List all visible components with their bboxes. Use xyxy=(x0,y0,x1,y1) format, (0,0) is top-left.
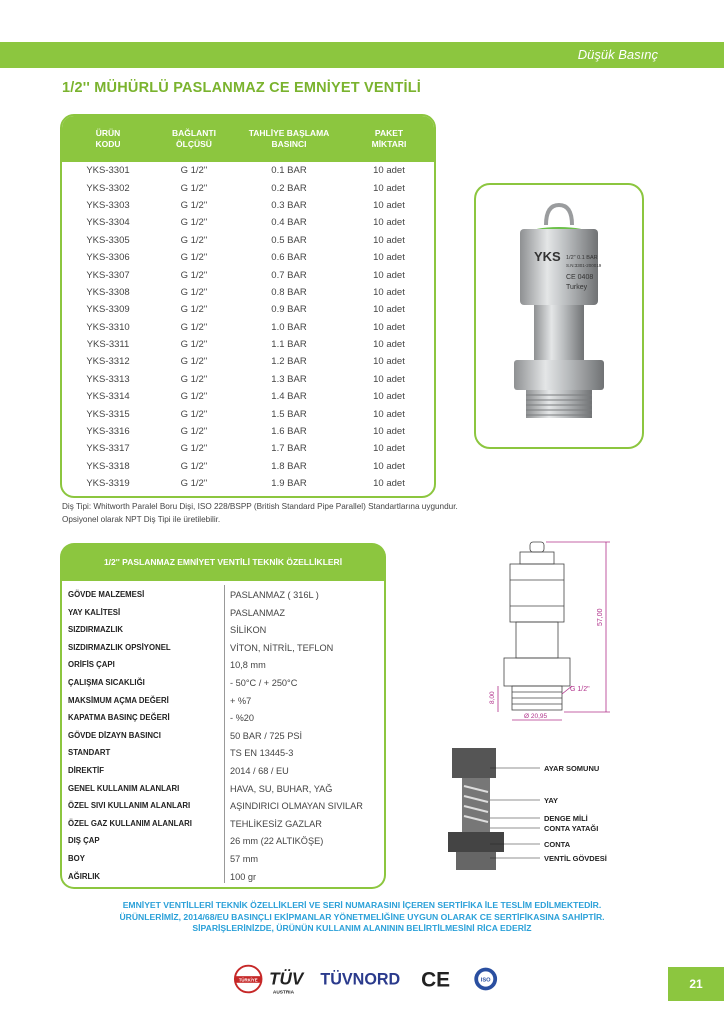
cell-pressure: 0.9 BAR xyxy=(271,304,307,316)
spec-value: PASLANMAZ ( 316L ) xyxy=(230,590,319,600)
cell-code: YKS-3314 xyxy=(86,391,130,403)
spec-row xyxy=(62,816,380,834)
photo-size: 1/2" 0.1 BAR xyxy=(566,255,598,261)
table-row xyxy=(62,475,434,492)
svg-text:ISO: ISO xyxy=(480,977,491,984)
thread-dimension: G 1/2" xyxy=(570,686,590,693)
certificate-line-2: ÜRÜNLERİMİZ, 2014/68/EU BASINÇLI EKİPMANLAR YÖNETMELİĞİNE UYGUN OLARAK CE SERTİFİKASINA SAHİPTİR. xyxy=(119,911,605,922)
cell-code: YKS-3303 xyxy=(86,199,130,211)
label-balance-shaft: DENGE MİLİ xyxy=(544,814,588,823)
svg-text:CE: CE xyxy=(421,968,451,992)
cell-package: 10 adet xyxy=(373,460,405,472)
spec-row xyxy=(62,587,380,605)
cell-connection: G 1/2'' xyxy=(180,321,208,333)
valve-thread xyxy=(526,390,592,418)
cell-code: YKS-3307 xyxy=(86,269,130,281)
spec-value: + %7 xyxy=(230,695,252,706)
spec-row xyxy=(62,657,380,675)
thread-height-dimension: 8,00 xyxy=(489,691,496,704)
photo-origin: Turkey xyxy=(566,284,588,291)
cell-connection: G 1/2'' xyxy=(180,304,208,316)
label-valve-body: VENTİL GÖVDESİ xyxy=(544,854,607,863)
spec-row xyxy=(62,869,380,887)
cell-package: 10 adet xyxy=(373,408,405,420)
spec-row xyxy=(62,710,380,728)
cell-pressure: 1.9 BAR xyxy=(271,478,307,490)
cell-package: 10 adet xyxy=(373,373,405,385)
table-row xyxy=(62,405,434,422)
cell-connection: G 1/2'' xyxy=(180,373,208,385)
cell-connection: G 1/2'' xyxy=(180,217,208,229)
cell-code: YKS-3310 xyxy=(86,321,130,333)
cell-code: YKS-3317 xyxy=(86,443,130,455)
table-row xyxy=(62,301,434,318)
spec-row xyxy=(62,693,380,711)
spec-key: GÖVDE DİZAYN BASINCI xyxy=(68,730,161,740)
spec-row xyxy=(62,622,380,640)
spec-key: BOY xyxy=(68,854,85,863)
photo-brand: YKS xyxy=(534,249,561,264)
certification-logos xyxy=(226,960,506,998)
spec-row xyxy=(62,745,380,763)
tuv-austria-logo xyxy=(269,970,305,996)
cell-code: YKS-3316 xyxy=(86,426,130,438)
thread-note-line-2: Opsiyonel olarak NPT Diş Tipi ile üretilebilir. xyxy=(62,515,221,524)
cell-code: YKS-3313 xyxy=(86,373,130,385)
spec-key: SIZDIRMAZLIK OPSİYONEL xyxy=(68,642,171,652)
cell-connection: G 1/2'' xyxy=(180,252,208,264)
cell-connection: G 1/2'' xyxy=(180,286,208,298)
cell-pressure: 0.7 BAR xyxy=(271,269,307,281)
table-row xyxy=(62,179,434,196)
svg-text:AUSTRIA: AUSTRIA xyxy=(272,990,295,996)
section-label: Düşük Basınç xyxy=(577,47,658,62)
svg-text:TÜV: TÜV xyxy=(269,969,304,989)
table-row xyxy=(62,249,434,266)
cell-code: YKS-3318 xyxy=(86,460,130,472)
table-row xyxy=(62,440,434,457)
spec-key: DIŞ ÇAP xyxy=(68,836,100,846)
cell-package: 10 adet xyxy=(373,269,405,281)
spec-value: - 50°C / + 250°C xyxy=(230,678,298,688)
spec-value: 10,8 mm xyxy=(230,660,266,671)
cutaway-nut xyxy=(452,748,496,778)
product-table xyxy=(60,114,436,498)
spec-row xyxy=(62,728,380,746)
cell-code: YKS-3302 xyxy=(86,182,130,194)
valve-nut xyxy=(514,360,604,390)
cell-pressure: 0.3 BAR xyxy=(271,199,307,211)
cell-code: YKS-3319 xyxy=(86,478,130,490)
table-row xyxy=(62,423,434,440)
spec-key: YAY KALİTESİ xyxy=(68,607,121,617)
label-seal-seat: CONTA YATAĞI xyxy=(544,824,599,833)
cell-package: 10 adet xyxy=(373,391,405,403)
spec-value: PASLANMAZ xyxy=(230,607,285,618)
photo-serial: S.N:3301-200019 xyxy=(566,263,602,268)
spec-value: AŞINDIRICI OLMAYAN SIVILAR xyxy=(230,801,363,812)
col-header-pressure: TAHLİYE BAŞLAMA BASINCI xyxy=(248,128,330,149)
spec-row xyxy=(62,763,380,781)
table-row xyxy=(62,214,434,231)
cell-pressure: 1.3 BAR xyxy=(271,373,307,385)
spec-value: 2014 / 68 / EU xyxy=(230,766,289,776)
table-row xyxy=(62,353,434,370)
cell-code: YKS-3311 xyxy=(86,339,130,351)
cell-connection: G 1/2'' xyxy=(180,199,208,211)
cell-code: YKS-3315 xyxy=(86,408,130,420)
valve-neck xyxy=(534,305,584,360)
tuvnord-logo xyxy=(320,970,400,989)
cell-code: YKS-3304 xyxy=(86,217,130,229)
table-row xyxy=(62,371,434,388)
thread-note xyxy=(62,500,458,526)
cell-pressure: 0.8 BAR xyxy=(271,286,307,298)
cell-code: YKS-3305 xyxy=(86,234,130,246)
spec-value: 57 mm xyxy=(230,854,259,864)
spec-key: ORİFİS ÇAPI xyxy=(68,660,115,670)
cell-package: 10 adet xyxy=(373,182,405,194)
certificate-notice xyxy=(30,900,694,935)
cell-pressure: 1.6 BAR xyxy=(271,426,307,438)
cutaway-body xyxy=(448,832,504,852)
spec-value: 100 gr xyxy=(230,871,257,882)
cell-connection: G 1/2'' xyxy=(180,356,208,368)
spec-key: AĞIRLIK xyxy=(68,871,101,881)
cell-connection: G 1/2'' xyxy=(180,391,208,403)
spec-key: ÖZEL GAZ KULLANIM ALANLARI xyxy=(68,818,192,828)
cutaway-thread xyxy=(456,852,496,870)
cell-pressure: 0.5 BAR xyxy=(271,234,307,246)
product-photo-frame xyxy=(474,183,644,449)
photo-ce: CE 0408 xyxy=(566,274,594,281)
cell-package: 10 adet xyxy=(373,234,405,246)
cell-connection: G 1/2'' xyxy=(180,460,208,472)
cell-connection: G 1/2'' xyxy=(180,339,208,351)
table-row xyxy=(62,336,434,353)
cell-connection: G 1/2'' xyxy=(180,478,208,490)
table-row xyxy=(62,232,434,249)
cell-pressure: 1.5 BAR xyxy=(271,408,307,420)
thread-note-line-1: Diş Tipi: Whitworth Paralel Boru Dişi, ISO 228/BSPP (British Standard Pipe Parallel) Standartlarına uygundur. xyxy=(62,502,458,511)
cell-package: 10 adet xyxy=(373,478,405,490)
spec-key: MAKSİMUM AÇMA DEĞERİ xyxy=(68,695,169,705)
table-row xyxy=(62,284,434,301)
spec-row xyxy=(62,640,380,658)
cell-code: YKS-3301 xyxy=(86,165,130,177)
label-adjust-nut: AYAR SOMUNU xyxy=(544,764,600,773)
page-number: 21 xyxy=(668,967,724,1001)
table-row xyxy=(62,319,434,336)
spec-value: - %20 xyxy=(230,713,255,724)
cell-pressure: 0.2 BAR xyxy=(271,182,307,194)
label-seal: CONTA xyxy=(544,840,571,849)
table-row xyxy=(62,388,434,405)
spec-key: GÖVDE MALZEMESİ xyxy=(68,590,145,599)
page-title: 1/2'' MÜHÜRLÜ PASLANMAZ CE EMNİYET VENTİLİ xyxy=(62,80,422,96)
spec-row xyxy=(62,605,380,623)
spec-value: VİTON, NİTRİL, TEFLON xyxy=(230,642,334,653)
cell-connection: G 1/2'' xyxy=(180,269,208,281)
cell-pressure: 1.4 BAR xyxy=(271,391,307,403)
spec-row xyxy=(62,781,380,799)
cell-package: 10 adet xyxy=(373,356,405,368)
pull-ring xyxy=(546,205,572,225)
spec-value: 50 BAR / 725 PSİ xyxy=(230,730,303,741)
col-header-package: PAKET MİKTARI xyxy=(371,128,407,149)
cell-package: 10 adet xyxy=(373,339,405,351)
cell-package: 10 adet xyxy=(373,252,405,264)
cell-code: YKS-3309 xyxy=(86,304,130,316)
spec-value: SİLİKON xyxy=(230,625,267,636)
spec-row xyxy=(62,833,380,851)
cell-code: YKS-3306 xyxy=(86,252,130,264)
certificate-line-1: EMNİYET VENTİLLERİ TEKNİK ÖZELLİKLERİ VE SERİ NUMARASINI İÇEREN SERTİFİKA İLE TESLİM EDİLMEKTEDİR. xyxy=(122,900,602,910)
cell-connection: G 1/2'' xyxy=(180,408,208,420)
table-row xyxy=(62,266,434,283)
cell-connection: G 1/2'' xyxy=(180,182,208,194)
cell-pressure: 0.4 BAR xyxy=(271,217,307,229)
cell-pressure: 1.8 BAR xyxy=(271,460,307,472)
cell-pressure: 0.1 BAR xyxy=(271,165,307,177)
spec-row xyxy=(62,798,380,816)
cell-pressure: 0.6 BAR xyxy=(271,252,307,264)
tse-logo xyxy=(235,966,262,993)
cell-code: YKS-3312 xyxy=(86,356,130,368)
spec-key: DİREKTİF xyxy=(68,766,104,775)
spec-table-header: 1/2'' PASLANMAZ EMNİYET VENTİLİ TEKNİK ÖZELLİKLERİ xyxy=(60,543,386,581)
cell-pressure: 1.0 BAR xyxy=(271,321,307,333)
cell-package: 10 adet xyxy=(373,304,405,316)
cell-package: 10 adet xyxy=(373,165,405,177)
diameter-dimension: Ø 20,95 xyxy=(524,713,548,720)
cell-connection: G 1/2'' xyxy=(180,443,208,455)
cell-pressure: 1.2 BAR xyxy=(271,356,307,368)
spec-value: 26 mm (22 ALTIKÖŞE) xyxy=(230,836,324,847)
height-dimension: 57,00 xyxy=(597,608,604,626)
section-header-bar xyxy=(0,42,724,68)
cell-package: 10 adet xyxy=(373,426,405,438)
spec-key: ÇALIŞMA SICAKLIĞI xyxy=(68,678,145,687)
cell-package: 10 adet xyxy=(373,286,405,298)
label-spring: YAY xyxy=(544,796,559,805)
technical-drawing xyxy=(476,534,632,734)
cell-package: 10 adet xyxy=(373,199,405,211)
cutaway-drawing xyxy=(440,738,640,878)
cell-package: 10 adet xyxy=(373,321,405,333)
col-header-code: ÜRÜN KODU xyxy=(95,128,121,149)
spec-row xyxy=(62,851,380,869)
spec-key: GENEL KULLANIM ALANLARI xyxy=(68,783,180,793)
table-row xyxy=(62,197,434,214)
cell-package: 10 adet xyxy=(373,443,405,455)
col-header-connection: BAĞLANTI ÖLÇÜSÜ xyxy=(172,128,216,149)
spec-value: TS EN 13445-3 xyxy=(230,748,294,759)
spec-value: TEHLİKESİZ GAZLAR xyxy=(230,818,322,829)
cell-pressure: 1.7 BAR xyxy=(271,443,307,455)
spec-key: KAPATMA BASINÇ DEĞERİ xyxy=(68,713,170,723)
spec-key: SIZDIRMAZLIK xyxy=(68,625,124,635)
spec-value: HAVA, SU, BUHAR, YAĞ xyxy=(230,783,333,794)
cell-connection: G 1/2'' xyxy=(180,234,208,246)
cell-pressure: 1.1 BAR xyxy=(271,339,307,351)
spec-row xyxy=(62,675,380,693)
table-row xyxy=(62,162,434,179)
cell-connection: G 1/2'' xyxy=(180,426,208,438)
svg-text:TÜVNORD: TÜVNORD xyxy=(320,970,401,989)
spec-key: STANDART xyxy=(68,748,111,758)
ce-mark-logo xyxy=(421,969,450,992)
iso-logo xyxy=(474,968,497,991)
cell-connection: G 1/2'' xyxy=(180,165,208,177)
cell-package: 10 adet xyxy=(373,217,405,229)
table-row xyxy=(62,458,434,475)
svg-text:TÜRKİYE: TÜRKİYE xyxy=(238,977,258,983)
spec-key: ÖZEL SIVI KULLANIM ALANLARI xyxy=(68,801,191,811)
valve-photo xyxy=(476,185,642,447)
cell-code: YKS-3308 xyxy=(86,286,130,298)
product-table-body xyxy=(62,162,434,492)
certificate-line-3: SİPARİŞLERİNİZDE, ÜRÜNÜN KULLANIM ALANININ BELİRTİLMESİNİ RİCA EDERİZ xyxy=(192,923,532,933)
product-table-header xyxy=(62,116,434,162)
